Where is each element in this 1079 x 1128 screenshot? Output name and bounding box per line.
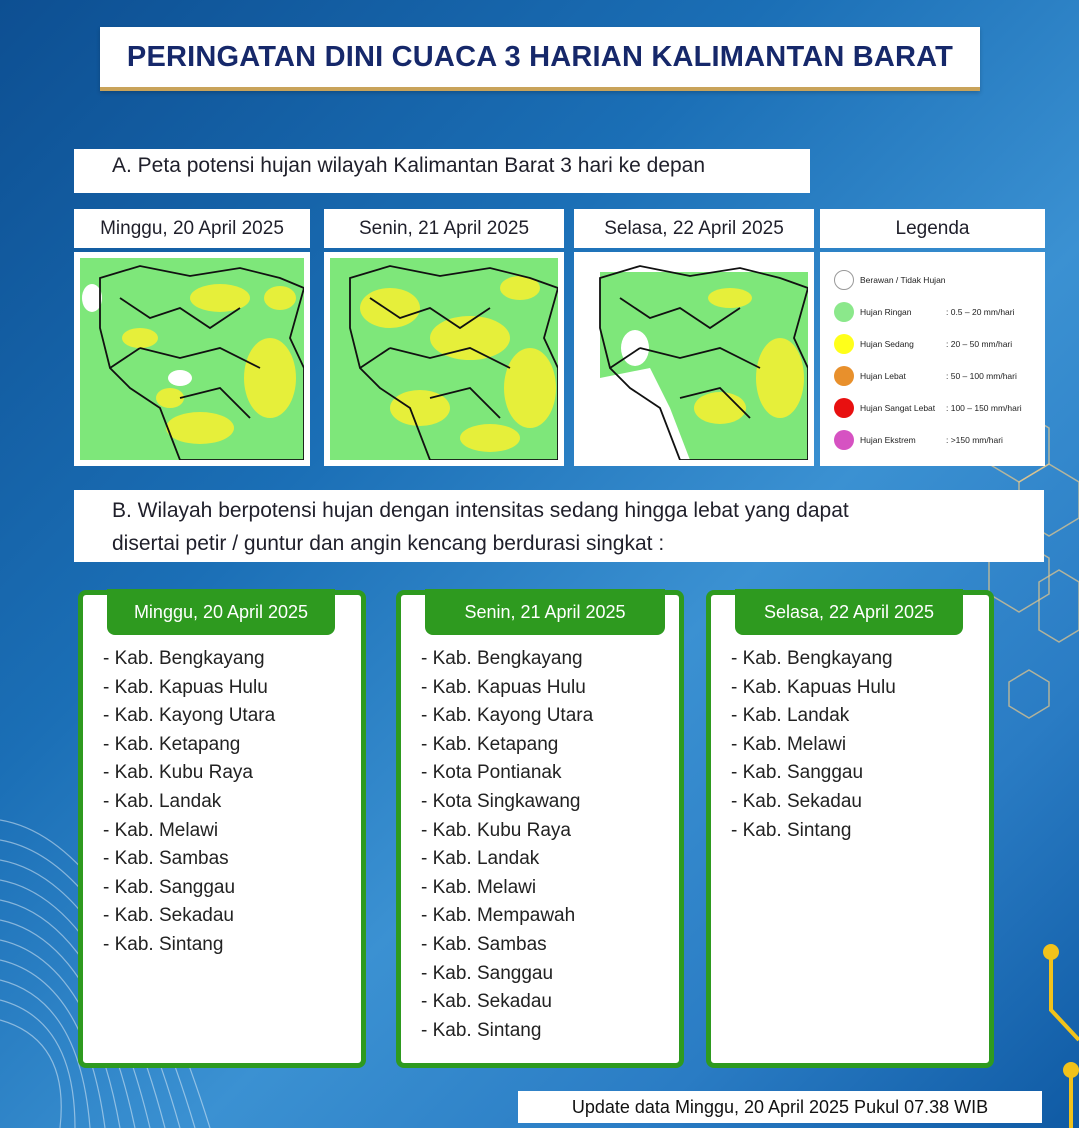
list-item: - Kab. Sintang xyxy=(103,933,224,955)
map-date-2: Senin, 21 April 2025 xyxy=(324,209,564,248)
list-item: - Kab. Landak xyxy=(421,848,540,870)
legend-swatch xyxy=(834,398,854,418)
day-card-3 xyxy=(706,590,994,1068)
legend-range: : 50 – 100 mm/hari xyxy=(946,371,1017,381)
list-item: - Kab. Mempawah xyxy=(421,905,576,927)
legend-label: Hujan Ringan xyxy=(860,307,912,317)
list-item: - Kota Singkawang xyxy=(421,790,581,812)
legend-item xyxy=(834,328,1045,360)
legend-item xyxy=(834,392,1045,424)
list-item: - Kab. Sintang xyxy=(421,1019,542,1041)
legend-swatch xyxy=(834,270,854,290)
legend-range: : >150 mm/hari xyxy=(946,435,1003,445)
list-item: - Kab. Sekadau xyxy=(103,905,234,927)
list-item: - Kab. Kapuas Hulu xyxy=(421,676,586,698)
list-item: - Kab. Kubu Raya xyxy=(103,762,253,784)
legend-item xyxy=(834,296,1045,328)
list-item: - Kab. Melawi xyxy=(421,876,537,898)
legend-swatch xyxy=(834,334,854,354)
list-item: - Kab. Sintang xyxy=(731,819,852,841)
list-item: - Kab. Kapuas Hulu xyxy=(103,676,268,698)
list-item: - Kab. Kapuas Hulu xyxy=(731,676,896,698)
day-card-date: Minggu, 20 April 2025 xyxy=(107,589,335,635)
legend-swatch xyxy=(834,302,854,322)
page-title: PERINGATAN DINI CUACA 3 HARIAN KALIMANTAN BARAT xyxy=(126,40,954,73)
list-item: - Kab. Sanggau xyxy=(421,962,554,984)
map-date-3: Selasa, 22 April 2025 xyxy=(574,209,814,248)
legend-swatch xyxy=(834,430,854,450)
legend xyxy=(820,252,1045,466)
day-card-date: Selasa, 22 April 2025 xyxy=(735,589,963,635)
region-list xyxy=(421,645,593,1045)
map-date-1: Minggu, 20 April 2025 xyxy=(74,209,310,248)
list-item: - Kab. Kubu Raya xyxy=(421,819,571,841)
section-b-line-2: disertai petir / guntur dan angin kencang berdurasi singkat : xyxy=(112,532,665,555)
list-item: - Kab. Bengkayang xyxy=(731,648,893,669)
day-card-2 xyxy=(396,590,684,1068)
legend-range: : 20 – 50 mm/hari xyxy=(946,339,1013,349)
title-banner xyxy=(100,27,980,91)
legend-title: Legenda xyxy=(820,209,1045,248)
list-item: - Kab. Sekadau xyxy=(421,991,552,1013)
legend-label: Hujan Sangat Lebat xyxy=(860,403,936,413)
list-item: - Kota Pontianak xyxy=(421,762,562,784)
legend-item xyxy=(834,424,1045,456)
section-b-line-1: B. Wilayah berpotensi hujan dengan intensitas sedang hingga lebat yang dapat xyxy=(112,499,849,522)
section-b-heading xyxy=(74,490,1044,562)
list-item: - Kab. Melawi xyxy=(731,733,847,755)
legend-item xyxy=(834,264,1045,296)
list-item: - Kab. Sanggau xyxy=(103,876,236,898)
rain-map-2 xyxy=(324,252,564,466)
list-item: - Kab. Sambas xyxy=(421,933,547,955)
day-card-date: Senin, 21 April 2025 xyxy=(425,589,665,635)
rain-map-1 xyxy=(74,252,310,466)
list-item: - Kab. Ketapang xyxy=(103,733,241,755)
list-item: - Kab. Landak xyxy=(731,705,850,727)
list-item: - Kab. Bengkayang xyxy=(103,648,265,669)
list-item: - Kab. Ketapang xyxy=(421,733,559,755)
rain-map-3 xyxy=(574,252,814,466)
list-item: - Kab. Sambas xyxy=(103,848,229,870)
section-a-heading: A. Peta potensi hujan wilayah Kalimantan Barat 3 hari ke depan xyxy=(74,149,810,193)
legend-label: Berawan / Tidak Hujan xyxy=(860,275,946,285)
update-note: Update data Minggu, 20 April 2025 Pukul 07.38 WIB xyxy=(518,1091,1042,1123)
legend-label: Hujan Sedang xyxy=(860,339,914,349)
day-card-1 xyxy=(78,590,366,1068)
legend-range: : 0.5 – 20 mm/hari xyxy=(946,307,1015,317)
region-list xyxy=(103,645,275,960)
legend-item xyxy=(834,360,1045,392)
legend-range: : 100 – 150 mm/hari xyxy=(946,403,1022,413)
list-item: - Kab. Sekadau xyxy=(731,790,862,812)
list-item: - Kab. Melawi xyxy=(103,819,219,841)
legend-swatch xyxy=(834,366,854,386)
legend-label: Hujan Ekstrem xyxy=(860,435,916,445)
legend-label: Hujan Lebat xyxy=(860,371,906,381)
list-item: - Kab. Kayong Utara xyxy=(103,705,276,727)
list-item: - Kab. Bengkayang xyxy=(421,648,583,669)
list-item: - Kab. Kayong Utara xyxy=(421,705,594,727)
list-item: - Kab. Sanggau xyxy=(731,762,864,784)
region-list xyxy=(731,645,896,845)
list-item: - Kab. Landak xyxy=(103,790,222,812)
